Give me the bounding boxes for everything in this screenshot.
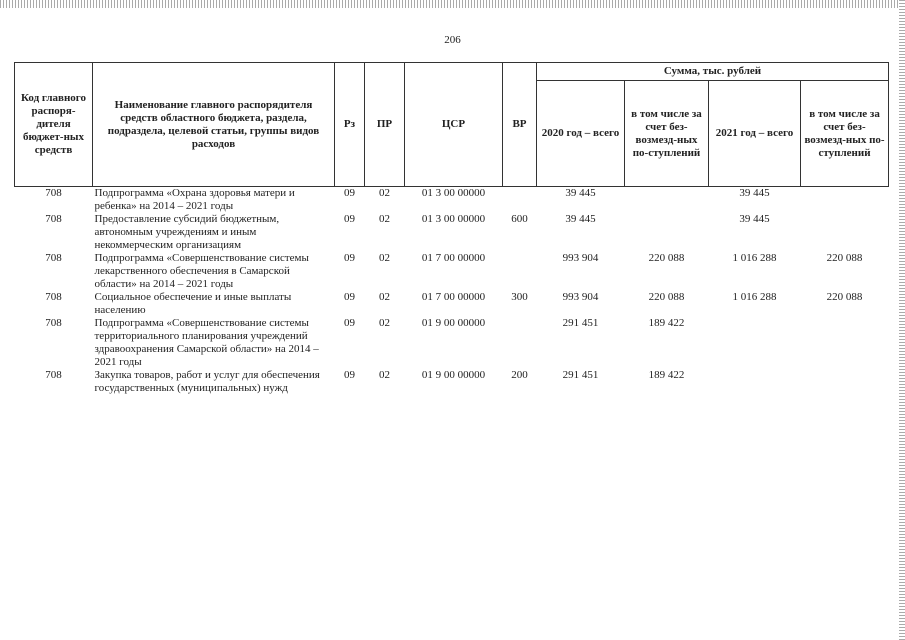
cell-vr: 600 (511, 213, 528, 225)
cell-pr: 02 (379, 317, 390, 329)
cell-name: Подпрограмма «Совершенствование системы территориального планирования учреждений здравоохранения Самарской области» на 2014 – 2021 годы (94, 317, 319, 368)
cell-rz: 09 (344, 213, 355, 225)
header-sum: Сумма, тыс. рублей (537, 63, 889, 81)
header-2021-total: 2021 год – всего (709, 81, 801, 187)
header-2020-free: в том числе за счет без-возмезд-ных по-ступлений (625, 81, 709, 187)
cell-vr (503, 317, 537, 369)
cell-rz: 09 (344, 369, 355, 381)
table-row (15, 291, 889, 317)
scan-border-top (0, 0, 905, 8)
cell-2020-free: 189 422 (648, 317, 685, 329)
cell-rz: 09 (344, 291, 355, 303)
cell-csr: 01 7 00 00000 (421, 291, 486, 303)
cell-csr: 01 9 00 00000 (421, 317, 486, 329)
cell-code: 708 (45, 317, 62, 329)
cell-2021-free (801, 213, 889, 252)
cell-2020-total: 291 451 (562, 317, 599, 329)
budget-table (14, 62, 889, 395)
cell-pr: 02 (379, 213, 390, 225)
cell-2020-free (625, 213, 709, 252)
cell-pr: 02 (379, 252, 390, 264)
header-2020-total: 2020 год – всего (537, 81, 625, 187)
cell-2020-free: 220 088 (648, 252, 685, 264)
page-number: 206 (444, 34, 461, 46)
header-pr: ПР (365, 63, 405, 187)
cell-rz: 09 (344, 317, 355, 329)
cell-2020-total: 291 451 (562, 369, 599, 381)
scan-border-right (899, 0, 905, 640)
cell-2021-total: 39 445 (739, 213, 770, 225)
cell-code: 708 (45, 291, 62, 303)
table-row (15, 187, 889, 214)
cell-vr: 300 (511, 291, 528, 303)
cell-code: 708 (45, 187, 62, 199)
cell-2021-total (709, 317, 801, 369)
cell-2020-total: 993 904 (562, 291, 599, 303)
cell-csr: 01 7 00 00000 (421, 252, 486, 264)
table-row (15, 252, 889, 291)
cell-pr: 02 (379, 369, 390, 381)
cell-2021-free (801, 317, 889, 369)
table-row (15, 369, 889, 395)
cell-pr: 02 (379, 187, 390, 199)
header-rz: Рз (335, 63, 365, 187)
cell-2021-free: 220 088 (826, 252, 863, 264)
cell-csr: 01 3 00 00000 (421, 213, 486, 225)
cell-2021-total: 39 445 (739, 187, 770, 199)
header-vr: ВР (503, 63, 537, 187)
cell-2021-total: 1 016 288 (732, 252, 777, 264)
cell-2021-free (801, 187, 889, 214)
cell-name: Подпрограмма «Охрана здоровья матери и ребенка» на 2014 – 2021 годы (94, 187, 295, 212)
cell-2020-total: 39 445 (565, 213, 596, 225)
cell-2020-free (625, 187, 709, 214)
cell-2020-free: 189 422 (648, 369, 685, 381)
cell-2021-total (709, 369, 801, 395)
cell-2021-free (801, 369, 889, 395)
table-row (15, 213, 889, 252)
cell-2020-total: 39 445 (565, 187, 596, 199)
header-code: Код главного распоря-дителя бюджет-ных средств (15, 63, 93, 187)
cell-name: Социальное обеспечение и иные выплаты населению (94, 291, 292, 316)
cell-name: Предоставление субсидий бюджетным, автономным учреждениям и иным некоммерческим организациям (94, 213, 280, 251)
header-csr: ЦСР (405, 63, 503, 187)
cell-2020-free: 220 088 (648, 291, 685, 303)
header-name: Наименование главного распорядителя средств областного бюджета, раздела, подраздела, целевой статьи, группы видов расходов (93, 63, 335, 187)
cell-2021-total: 1 016 288 (732, 291, 777, 303)
table-body (15, 187, 889, 396)
header-2021-free: в том числе за счет без-возмезд-ных по-ступлений (801, 81, 889, 187)
cell-vr: 200 (511, 369, 528, 381)
cell-pr: 02 (379, 291, 390, 303)
cell-csr: 01 9 00 00000 (421, 369, 486, 381)
cell-rz: 09 (344, 187, 355, 199)
cell-vr (503, 252, 537, 291)
cell-code: 708 (45, 369, 62, 381)
cell-code: 708 (45, 252, 62, 264)
table-row (15, 317, 889, 369)
cell-name: Закупка товаров, работ и услуг для обеспечения государственных (муниципальных) нужд (94, 369, 320, 394)
cell-vr (503, 187, 537, 214)
cell-2021-free: 220 088 (826, 291, 863, 303)
cell-rz: 09 (344, 252, 355, 264)
cell-code: 708 (45, 213, 62, 225)
cell-csr: 01 3 00 00000 (421, 187, 486, 199)
cell-2020-total: 993 904 (562, 252, 599, 264)
cell-name: Подпрограмма «Совершенствование системы лекарственного обеспечения в Самарской области» на 2014 – 2021 годы (94, 252, 309, 290)
